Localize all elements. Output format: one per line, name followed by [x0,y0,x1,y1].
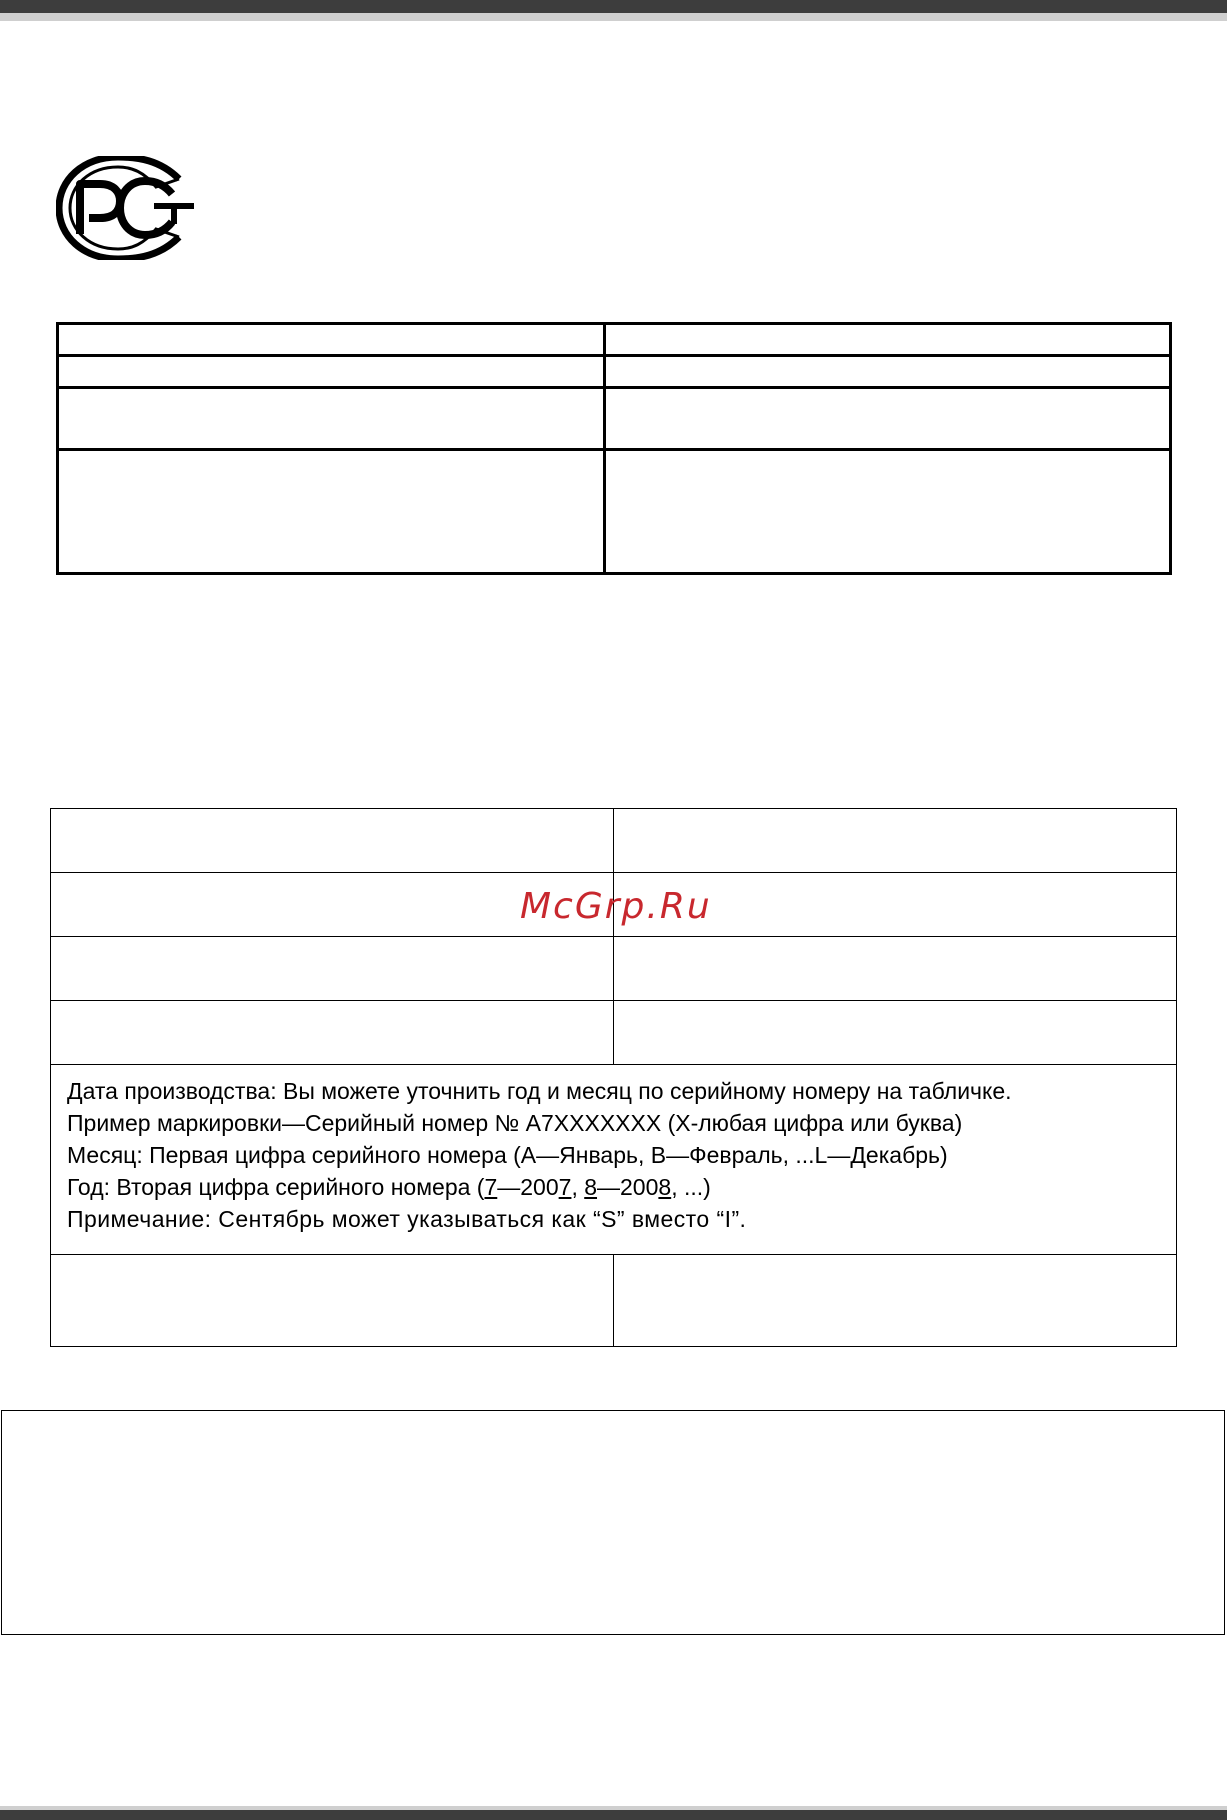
production-date-note [51,1065,1177,1255]
table-cell [58,356,605,388]
table-cell [614,809,1177,873]
table-cell [51,937,614,1001]
table-cell [614,1001,1177,1065]
watermark: McGrp.Ru [520,886,712,927]
note-line: Месяц: Первая цифра серийного номера (A—Январь, B—Февраль, ...L—Декабрь) [67,1142,948,1168]
certification-logo-icon [56,156,196,260]
table-cell [51,1001,614,1065]
note-line-year: Год: Вторая цифра серийного номера (7—2007, 8—2008, ...) [67,1174,711,1200]
footer-bar [0,1810,1227,1820]
table-cell [605,450,1171,574]
note-line: Пример маркировки—Серийный номер № A7XXXXXXX (X-любая цифра или буква) [67,1110,963,1136]
table-cell [58,450,605,574]
spec-table [56,322,1172,575]
table-cell [58,324,605,356]
note-line: Дата производства: Вы можете уточнить год и месяц по серийному номеру на табличке. [67,1078,1012,1104]
table-cell [51,809,614,873]
header-bar [0,0,1227,13]
table-cell [614,937,1177,1001]
table-cell [605,356,1171,388]
note-line: Примечание: Сентябрь может указываться как “S” вместо “I”. [67,1206,747,1232]
table-cell [605,324,1171,356]
header-bar-light [0,13,1227,21]
table-cell [614,1255,1177,1347]
empty-notice-box [1,1410,1225,1635]
table-cell [58,388,605,450]
table-cell [605,388,1171,450]
table-cell [51,1255,614,1347]
